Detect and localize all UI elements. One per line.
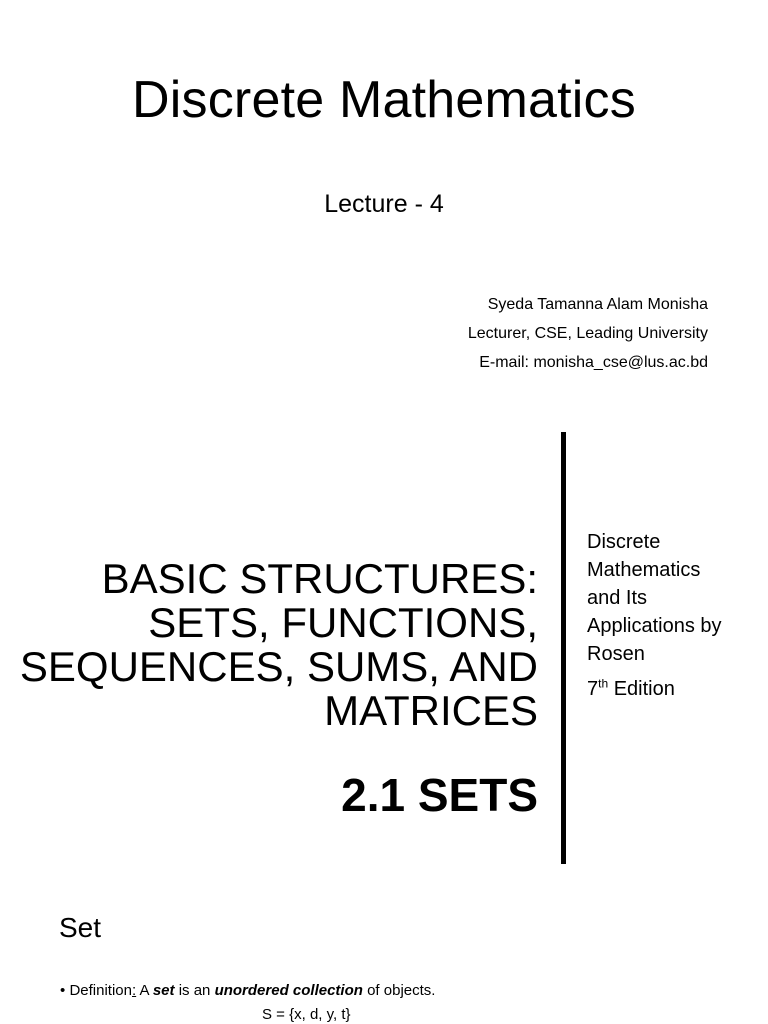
- chapter-title: BASIC STRUCTURES: SETS, FUNCTIONS, SEQUENCES, SUMS, AND MATRICES: [19, 555, 538, 734]
- definition-text-a: A: [136, 982, 153, 999]
- section-title: 2.1 SETS: [341, 769, 538, 821]
- vertical-divider: [561, 432, 566, 864]
- author-position: Lecturer, CSE, Leading University: [467, 325, 708, 342]
- title-slide: [0, 0, 768, 410]
- definition-text-c: of objects.: [362, 982, 436, 999]
- deck-title: Discrete Mathematics: [132, 71, 636, 129]
- edition-word: Edition: [608, 678, 675, 700]
- book-edition: [587, 675, 762, 703]
- book-line-1: Discrete: [587, 531, 661, 553]
- lecture-number: Lecture - 4: [324, 190, 444, 218]
- definition-emphasis: unordered collection: [214, 982, 363, 999]
- author-email: E-mail: monisha_cse@lus.ac.bd: [479, 354, 708, 371]
- definition-prefix: Definition: [69, 982, 132, 999]
- bullet-marker: •: [60, 982, 66, 999]
- book-line-2: Mathematics: [587, 559, 701, 581]
- set-definition-slide: [0, 880, 768, 1024]
- set-example: S = {x, d, y, t}: [262, 1006, 351, 1023]
- author-name: Syeda Tamanna Alam Monisha: [487, 296, 708, 313]
- slide-heading: Set: [59, 912, 102, 943]
- book-line-5: Rosen: [587, 643, 645, 665]
- definition-colon: :: [131, 982, 137, 999]
- chapter-slide: [0, 410, 768, 880]
- edition-number: 7: [587, 678, 599, 700]
- book-line-4: Applications by: [587, 615, 722, 637]
- book-line-3: and Its: [587, 587, 648, 609]
- definition-bullet: [60, 982, 435, 999]
- author-block: [468, 290, 708, 377]
- definition-term: set: [152, 982, 175, 999]
- definition-text-b: is an: [174, 982, 215, 999]
- book-reference: [587, 528, 762, 703]
- edition-suffix: th: [598, 676, 609, 691]
